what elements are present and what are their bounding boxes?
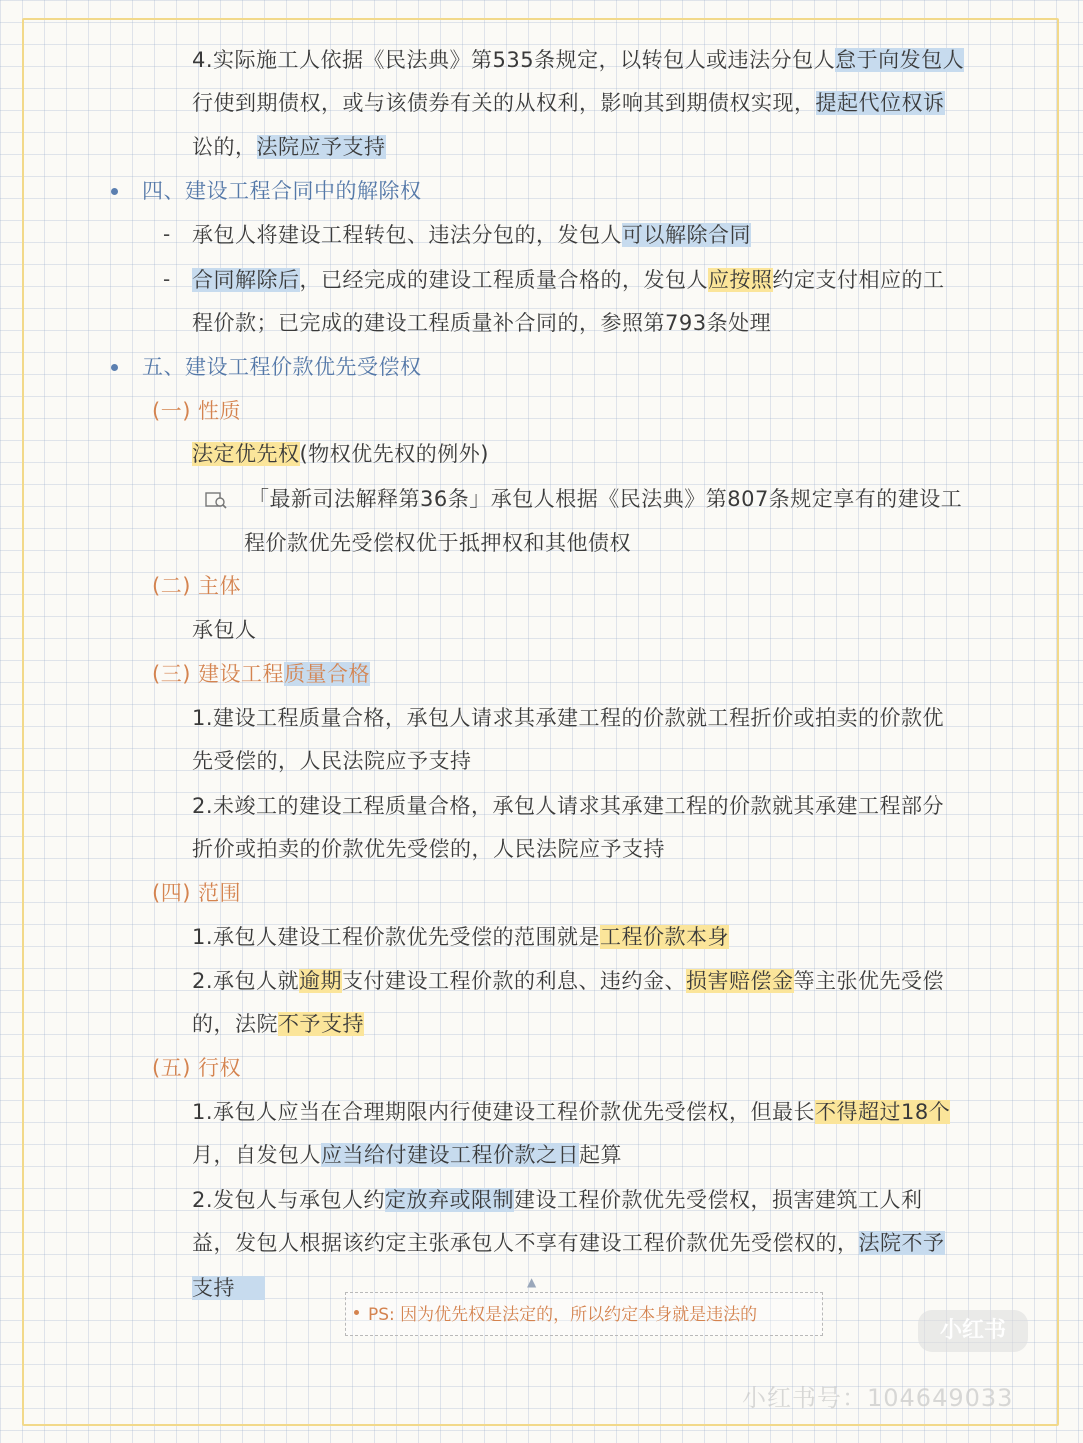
highlight-blue: 合同解除后 xyxy=(192,268,300,292)
highlight-yellow: 不予支持 xyxy=(278,1012,364,1036)
text-span: 约定支付相应的工 xyxy=(772,268,945,292)
section-heading-5: 五、建设工程价款优先受偿权 xyxy=(142,355,422,379)
text-span: 1.承包人应当在合理期限内行使建设工程价款优先受偿权，但最长 xyxy=(192,1100,816,1124)
highlight-yellow: 不得超过18个 xyxy=(815,1100,951,1124)
watermark-id: 小红书号：104649033 xyxy=(742,1384,1014,1412)
highlight-blue: 应当给付建设工程价款之日 xyxy=(321,1143,579,1167)
text-span: 2.发包人与承包人约 xyxy=(192,1188,386,1212)
dash-icon: - xyxy=(163,222,171,246)
text-span: (三) 建设工程 xyxy=(152,662,285,686)
subheading: (四) 范围 xyxy=(152,881,242,905)
text-span: 4.实际施工人依据《民法典》第535条规定，以转包人或违法分包人 xyxy=(192,48,836,72)
subheading xyxy=(152,659,370,689)
watermark-logo: 小红书 xyxy=(918,1310,1028,1352)
text-span: 2.承包人就 xyxy=(192,969,300,993)
ps-dot-icon xyxy=(354,1310,359,1315)
text-line: 折价或拍卖的价款优先受偿的，人民法院应予支持 xyxy=(192,837,665,861)
text-span: 建设工程价款优先受偿权，损害建筑工人利 xyxy=(514,1188,923,1212)
highlight-yellow: 应按照 xyxy=(708,268,773,292)
highlight-yellow: 工程价款本身 xyxy=(600,925,730,949)
text-span: 等主张优先受偿 xyxy=(793,969,945,993)
text-span: 月，自发包人 xyxy=(192,1143,321,1167)
text-line xyxy=(192,1273,265,1303)
highlight-blue: 怠于向发包人 xyxy=(835,48,965,72)
text-span: ，已经完成的建设工程质量合格的，发包人 xyxy=(299,268,708,292)
subheading: (二) 主体 xyxy=(152,574,242,598)
text-line: 2.未竣工的建设工程质量合格，承包人请求其承建工程的价款就其承建工程部分 xyxy=(192,794,945,818)
text-span: (物权优先权的例外) xyxy=(299,442,489,466)
text-line: 「最新司法解释第36条」承包人根据《民法典》第807条规定享有的建设工 xyxy=(248,487,963,511)
text-line: 1.建设工程质量合格，承包人请求其承建工程的价款就工程折价或拍卖的价款优 xyxy=(192,706,945,730)
text-span: 行使到期债权，或与该债券有关的从权利，影响其到期债权实现， xyxy=(192,91,816,115)
text-line xyxy=(192,1009,364,1039)
text-line xyxy=(192,88,945,118)
text-span: 益，发包人根据该约定主张承包人不享有建设工程价款优先受偿权的， xyxy=(192,1231,859,1255)
subheading: (五) 行权 xyxy=(152,1056,242,1080)
text-line xyxy=(192,1097,950,1127)
text-line xyxy=(192,45,964,75)
section-heading-4: 四、建设工程合同中的解除权 xyxy=(142,179,422,203)
text-line: 程价款；已完成的建设工程质量补合同的，参照第793条处理 xyxy=(192,311,772,335)
text-span: 讼的， xyxy=(192,135,257,159)
text-line xyxy=(192,220,751,250)
text-span: 1.承包人建设工程价款优先受偿的范围就是 xyxy=(192,925,601,949)
highlight-yellow: 逾期 xyxy=(299,969,343,993)
ps-note-text: PS: 因为优先权是法定的，所以约定本身就是违法的 xyxy=(368,1305,758,1325)
text-line xyxy=(192,1140,622,1170)
pointer-icon: ▲ xyxy=(527,1275,537,1289)
highlight-blue: 支持 xyxy=(192,1276,265,1300)
text-line: 程价款优先受偿权优于抵押权和其他债权 xyxy=(244,531,631,555)
text-line xyxy=(192,1228,945,1258)
text-span: 起算 xyxy=(579,1143,622,1167)
text-line xyxy=(192,265,945,295)
text-line xyxy=(192,132,386,162)
highlight-blue: 可以解除合同 xyxy=(622,223,751,247)
text-line xyxy=(192,966,944,996)
text-span: 的，法院 xyxy=(192,1012,278,1036)
highlight-blue: 法院不予 xyxy=(858,1231,945,1255)
text-line xyxy=(192,1185,923,1215)
document-search-icon xyxy=(205,491,227,509)
dash-icon: - xyxy=(163,267,171,291)
ps-note-box xyxy=(345,1292,823,1336)
bullet-icon xyxy=(111,188,118,195)
highlight-blue: 质量合格 xyxy=(284,662,371,686)
bullet-icon xyxy=(111,364,118,371)
text-span: 支付建设工程价款的利息、违约金、 xyxy=(342,969,687,993)
text-span: 承包人将建设工程转包、违法分包的，发包人 xyxy=(192,223,622,247)
highlight-blue: 定放弃或限制 xyxy=(385,1188,515,1212)
subheading: (一) 性质 xyxy=(152,399,242,423)
highlight-blue: 法院应予支持 xyxy=(256,135,386,159)
text-line: 先受偿的，人民法院应予支持 xyxy=(192,749,472,773)
highlight-yellow: 损害赔偿金 xyxy=(686,969,794,993)
highlight-yellow: 法定优先权 xyxy=(192,442,300,466)
text-line xyxy=(192,439,489,469)
text-line: 承包人 xyxy=(192,618,257,642)
text-line xyxy=(192,922,729,952)
highlight-blue: 提起代位权诉 xyxy=(815,91,945,115)
